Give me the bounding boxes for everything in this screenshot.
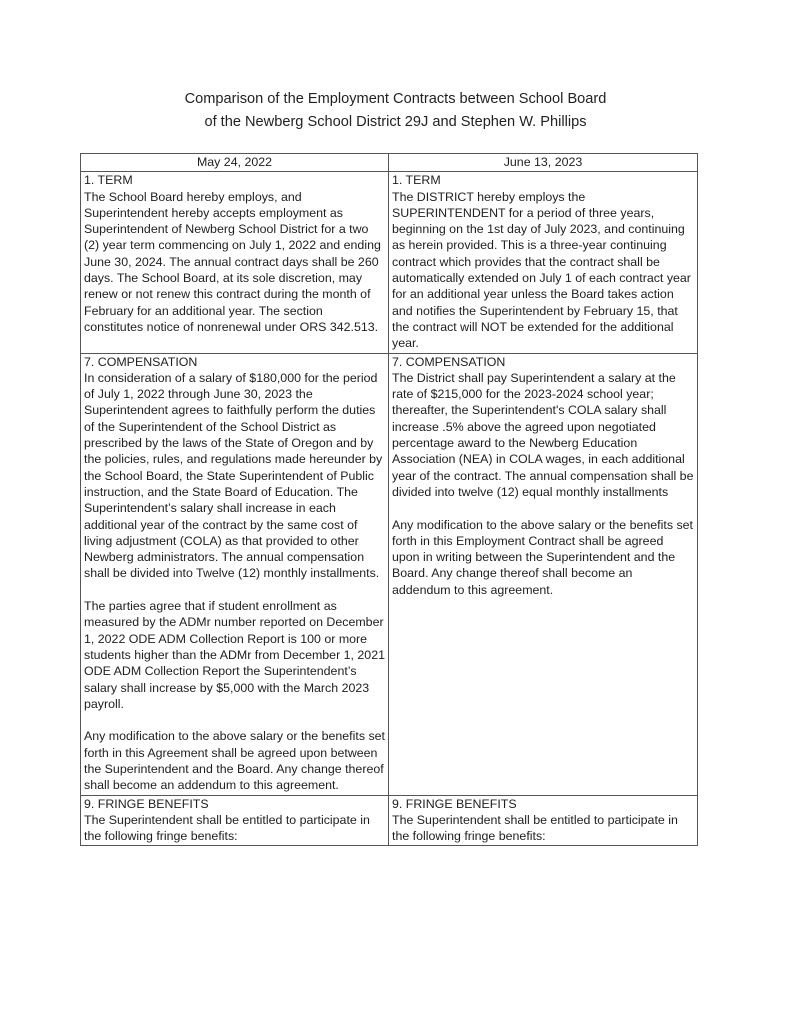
section-heading: 1. TERM [392, 173, 441, 188]
section-paragraph: Any modification to the above salary or the benefits set forth in this Agreement shall be agreed upon between the Superintendent and the Board. Any change thereof shall become an addendum to this agreement. [84, 729, 385, 793]
section-heading: 9. FRINGE BENEFITS [392, 796, 517, 811]
paragraph-spacer [84, 712, 385, 728]
section-paragraph: Any modification to the above salary or the benefits set forth in this Employment Contract shall be agreed upon in writing between the Superintendent and the Board. Any change thereof shall become an addendum to this agreement. [392, 517, 693, 597]
table-row-compensation [81, 353, 698, 795]
cell-compensation-2022 [81, 353, 389, 795]
section-paragraph: The District shall pay Superintendent a salary at the rate of $215,000 for the 2023-2024 school year; thereafter, the Superintendent's COLA salary shall increase .5% above the agreed upon negotiated percentage award to the Newberg Education Association (NEA) in COLA wages, in each additional year of the contract. The annual compensation shall be divided into twelve (12) equal monthly installments [392, 370, 694, 499]
table-header-row [81, 154, 698, 172]
cell-term-2022 [81, 172, 389, 353]
section-paragraph: The Superintendent shall be entitled to participate in the following fringe benefits: [392, 812, 678, 844]
table-row-fringe-benefits [81, 795, 698, 846]
cell-compensation-2023 [389, 353, 698, 795]
cell-term-2023 [389, 172, 698, 353]
section-paragraph: The parties agree that if student enrollment as measured by the ADMr number reported on December 1, 2022 ODE ADM Collection Report is 100 or more students higher than the ADMr from December 1, 2021 ODE ADM Collection Report the Superintendent’s salary shall increase by $5,000 with the March 2023 payroll. [84, 599, 385, 711]
document-title-line: of the Newberg School District 29J and Stephen W. Phillips [204, 114, 587, 130]
cell-fringe-benefits-2023 [389, 795, 698, 846]
section-heading: 1. TERM [84, 173, 133, 188]
cell-fringe-benefits-2022 [81, 795, 389, 846]
table-row-term [81, 172, 698, 353]
column-header-2023: June 13, 2023 [389, 154, 698, 172]
comparison-table [80, 153, 698, 846]
section-heading: 7. COMPENSATION [84, 354, 198, 369]
document-title [0, 88, 791, 134]
paragraph-spacer [84, 582, 385, 598]
section-paragraph: The School Board hereby employs, and Superintendent hereby accepts employment as Superintendent of Newberg School District for a two (2) year term commencing on July 1, 2022 and ending June 30, 2024. The annual contract days shall be 260 days. The School Board, at its sole discretion, may renew or not renew this contract during the month of February for an additional year. The section constitutes notice of nonrenewal under ORS 342.513. [84, 189, 381, 334]
document-title-line: Comparison of the Employment Contracts between School Board [184, 91, 607, 107]
section-heading: 9. FRINGE BENEFITS [84, 796, 209, 811]
section-paragraph: The DISTRICT hereby employs the SUPERINTENDENT for a period of three years, beginning on the 1st day of July 2023, and continuing as herein provided. This is a three-year continuing contract which provides that the contract shall be automatically extended on July 1 of each contract year for an additional year unless the Board takes action and notifies the Superintendent by February 15, that the contract will NOT be extended for the additional year. [392, 189, 691, 351]
section-paragraph: The Superintendent shall be entitled to participate in the following fringe benefits: [84, 812, 370, 844]
section-paragraph: In consideration of a salary of $180,000 for the period of July 1, 2022 through June 30, 2023 the Superintendent agrees to faithfully perform the duties of the Superintendent of the School District as prescribed by the laws of the State of Oregon and by the policies, rules, and regulations made hereunder by the School Board, the State Superintendent of Public instruction, and the State Board of Education. The Superintendent’s salary shall increase in each additional year of the contract by the same cost of living adjustment (COLA) as that provided to other Newberg administrators. The annual compensation shall be divided into Twelve (12) monthly installments. [84, 370, 383, 581]
section-heading: 7. COMPENSATION [392, 354, 506, 369]
column-header-2022: May 24, 2022 [81, 154, 389, 172]
paragraph-spacer [392, 500, 694, 516]
